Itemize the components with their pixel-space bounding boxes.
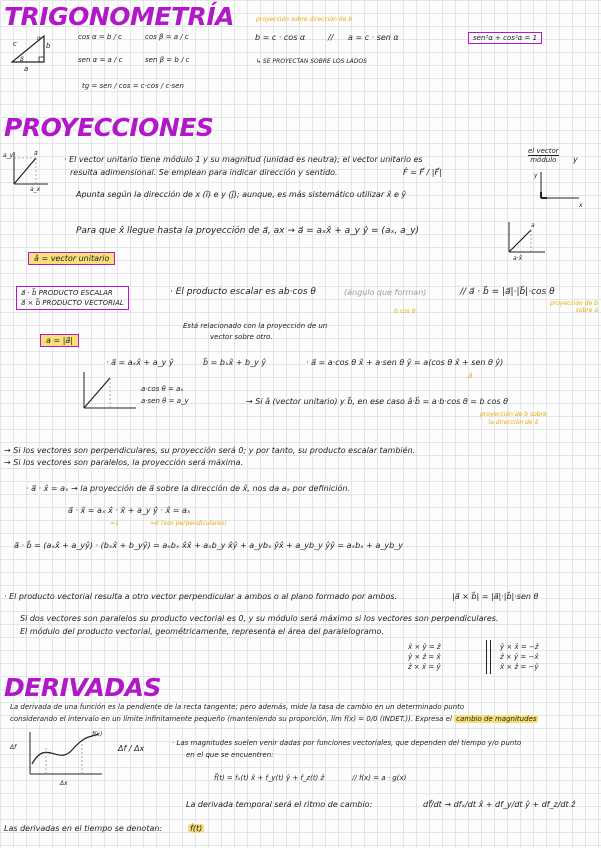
trig-sides-note: ↳ SE PROYECTAN SOBRE LOS LADOS xyxy=(256,58,367,65)
unit-def-num: el vector xyxy=(528,147,559,155)
proj-cos-note: b·cos θ xyxy=(394,308,416,315)
formula-tg: tg = sen / cos = c·cos / c·sen xyxy=(82,82,184,90)
unit-vector-line2: resulta adimensional. Se emplean para indicar dirección y sentido. xyxy=(70,168,338,177)
expand-note-one: =1 xyxy=(110,520,119,527)
projection-figure-ax: a·x̂ xyxy=(513,255,523,262)
tri-label-alpha: α xyxy=(37,35,41,42)
axes-label-ax: a_x xyxy=(30,186,41,193)
unit-vector-y: y xyxy=(573,155,578,164)
unit-def-den: módulo xyxy=(530,156,557,164)
proyecciones-title: PROYECCIONES xyxy=(4,113,214,142)
unit-axes-y: y xyxy=(534,172,538,179)
unit-axes-x: x xyxy=(579,202,583,209)
tri-label-a: a xyxy=(24,65,29,73)
ratio-label: Δf / Δx xyxy=(118,744,145,753)
graph-label-fx: f(x) xyxy=(92,731,103,738)
unit-case-line: → Si â (vector unitario) y b⃗, en ese caso â·b⃗ = a·b·cos θ = b cos θ xyxy=(246,397,509,406)
temporal-derivative-eq: df⃗/dt → dfₓ/dt x̂ + df_y/dt ŷ + df_z/dt ẑ xyxy=(423,800,576,809)
scalar-product-line: · El producto escalar es ab·cos θ xyxy=(170,287,316,297)
formula-cos-alpha: cos α = b / c xyxy=(78,33,123,41)
product-scalar-label: a⃗ · b⃗ PRODUCTO ESCALAR xyxy=(21,289,113,297)
expand-note-zero: =0 (son perpendiculares) xyxy=(150,520,227,527)
modulus-box: a = |a⃗| xyxy=(40,334,79,347)
unit-vector-formula: F̂ = F⃗ / |F⃗| xyxy=(403,168,442,177)
unit-vector-box: â = vector unitario xyxy=(28,252,115,265)
trig-projection-note: proyección sobre dirección de b xyxy=(256,16,352,23)
trig-eq-a: a = c · sen α xyxy=(348,33,399,42)
formula-cos-beta: cos β = a / c xyxy=(145,33,189,41)
right-triangle-figure xyxy=(8,32,52,68)
unit-vector-definition xyxy=(528,147,559,165)
cross-table-right: ŷ × x̂ = −ẑ ẑ × ŷ = −x̂ x̂ × ẑ = −ŷ xyxy=(500,643,539,671)
axes-label-ay: a_y xyxy=(3,152,14,159)
projection-figure xyxy=(503,220,548,262)
temporal-derivative-line: La derivada temporal será el ritmo de cambio: xyxy=(186,800,373,809)
scalar-function: // f(x) = a · g(x) xyxy=(352,774,407,782)
product-vector-label: a⃗ × b⃗ PRODUCTO VECTORIAL xyxy=(21,299,124,307)
components-figure xyxy=(80,370,138,416)
dot-product-expansion: a⃗ · b⃗ = (aₓx̂ + a_yŷ) · (bₓx̂ + b_yŷ) = aₓbₓ x̂x̂ + aₓb_y x̂ŷ + a_ybₓ ŷx̂ + a_yb_y ŷŷ = aₓbₓ + a_yb_y xyxy=(14,541,403,550)
magnitudes-line2: en el que se encuentren: xyxy=(186,751,274,759)
unit-axes-figure xyxy=(535,170,585,210)
scalar-product-eq: // a⃗ · b⃗ = |a⃗|·|b⃗|·cos θ xyxy=(460,287,555,297)
cross-table-divider xyxy=(486,640,487,674)
cross-product-eq: |a⃗ × b⃗| = |a⃗|·|b⃗|·sen θ xyxy=(452,592,539,601)
trig-title: TRIGONOMETRÍA xyxy=(4,2,234,31)
vector-a-polar: · a⃗ = a·cos θ x̂ + a·sen θ ŷ = a(cos θ x̂ + sen θ ŷ) xyxy=(306,358,504,367)
a-hat-label: â xyxy=(468,372,473,380)
vector-b-components: b⃗ = bₓx̂ + b_y ŷ xyxy=(203,358,267,367)
derivative-line1: La derivada de una función es la pendiente de la recta tangente; pero además, mide la tasa de cambio en un determinado punto xyxy=(10,703,465,711)
projection-x-line: · a⃗ · x̂ = aₓ → la proyección de a⃗ sobre la dirección de x̂, nos da aₓ por definición. xyxy=(26,484,351,493)
case-note: proyección de b sobre la dirección de â xyxy=(480,411,547,426)
projection-figure-a: a xyxy=(531,222,535,229)
proj-b-note: proyección de b sobre a xyxy=(549,300,598,314)
derivative-line2: considerando el intervalo en un límite infinitamente pequeño (manteniendo su proporción, lím f(x) = 0/0 (INDET.)). Expresa el cambio de magnitudes xyxy=(10,715,537,723)
relation-line1: Está relacionado con la proyección de un xyxy=(183,322,328,330)
component-sen: a·sen θ = a_y xyxy=(141,397,189,405)
vector-a-components: · a⃗ = aₓx̂ + a_y ŷ xyxy=(106,358,174,367)
notation-symbol: ḟ(t) xyxy=(190,824,203,833)
tri-label-b: b xyxy=(46,42,51,50)
derivative-highlight: cambio de magnitudes xyxy=(456,715,537,723)
relation-line2: vector sobre otro. xyxy=(210,333,273,341)
notation-line: Las derivadas en el tiempo se denotan: xyxy=(4,824,163,833)
magnitudes-line1: · Las magnitudes suelen venir dadas por funciones vectoriales, que dependen del tiempo y/o punto xyxy=(172,739,522,747)
unit-vector-line1: · El vector unitario tiene módulo 1 y su magnitud (unidad es neutra); el vector unitario es xyxy=(64,155,423,164)
derivadas-title: DERIVADAS xyxy=(4,673,161,702)
axes-label-a: a⃗ xyxy=(34,150,38,157)
trig-eq-sep: // xyxy=(328,33,334,42)
trig-eq-b: b = c · cos α xyxy=(255,33,306,42)
perpendicular-line: → Si los vectores son perpendiculares, su proyección será 0; y por tanto, su producto escalar también. xyxy=(4,446,416,455)
expand-line: a⃗ · x̂ = aₓ x̂ · x̂ + a_y ŷ · x̂ = aₓ xyxy=(68,506,191,515)
unit-vector-line3: Apunta según la dirección de x (î) e y (ĵ); aunque, es más sistemático utilizar x̂ e ŷ xyxy=(76,190,407,199)
cross-product-line: · El producto vectorial resulta a otro vector perpendicular a ambos o al plano formado por ambos. xyxy=(4,592,398,601)
graph-label-dx: Δx xyxy=(60,780,68,787)
cross-area-line: El módulo del producto vectorial, geométricamente, representa el área del paralelogramo. xyxy=(20,627,384,636)
parallel-line: → Si los vectores son paralelos, la proyección será máxima. xyxy=(4,458,244,467)
products-box xyxy=(16,286,129,310)
graph-label-df: Δf xyxy=(10,744,17,751)
cross-table-divider-2 xyxy=(490,640,491,674)
trig-identity-box: sen²α + cos²α = 1 xyxy=(468,32,542,44)
cross-parallel-line: Si dos vectores son paralelos su producto vectorial es 0, y su módulo será máximo si los vectores son perpendiculares. xyxy=(20,614,499,623)
formula-sen-beta: sen β = b / c xyxy=(145,56,190,64)
tri-label-beta: β xyxy=(20,56,24,63)
formula-sen-alpha: sen α = a / c xyxy=(78,56,123,64)
angle-note: (ángulo que forman) xyxy=(344,288,427,297)
component-cos: a·cos θ = aₓ xyxy=(141,385,184,393)
vector-function: f⃗(t) = fₓ(t) x̂ + f_y(t) ŷ + f_z(t) ẑ xyxy=(214,774,325,782)
cross-table-left: x̂ × ŷ = ẑ ŷ × ẑ = x̂ ẑ × x̂ = ŷ xyxy=(408,643,441,671)
tri-label-c: c xyxy=(13,40,17,48)
projection-line: Para que x̂ llegue hasta la proyección de a⃗, ax → a⃗ = aₓx̂ + a_y ŷ = (aₓ, a_y) xyxy=(76,226,420,236)
